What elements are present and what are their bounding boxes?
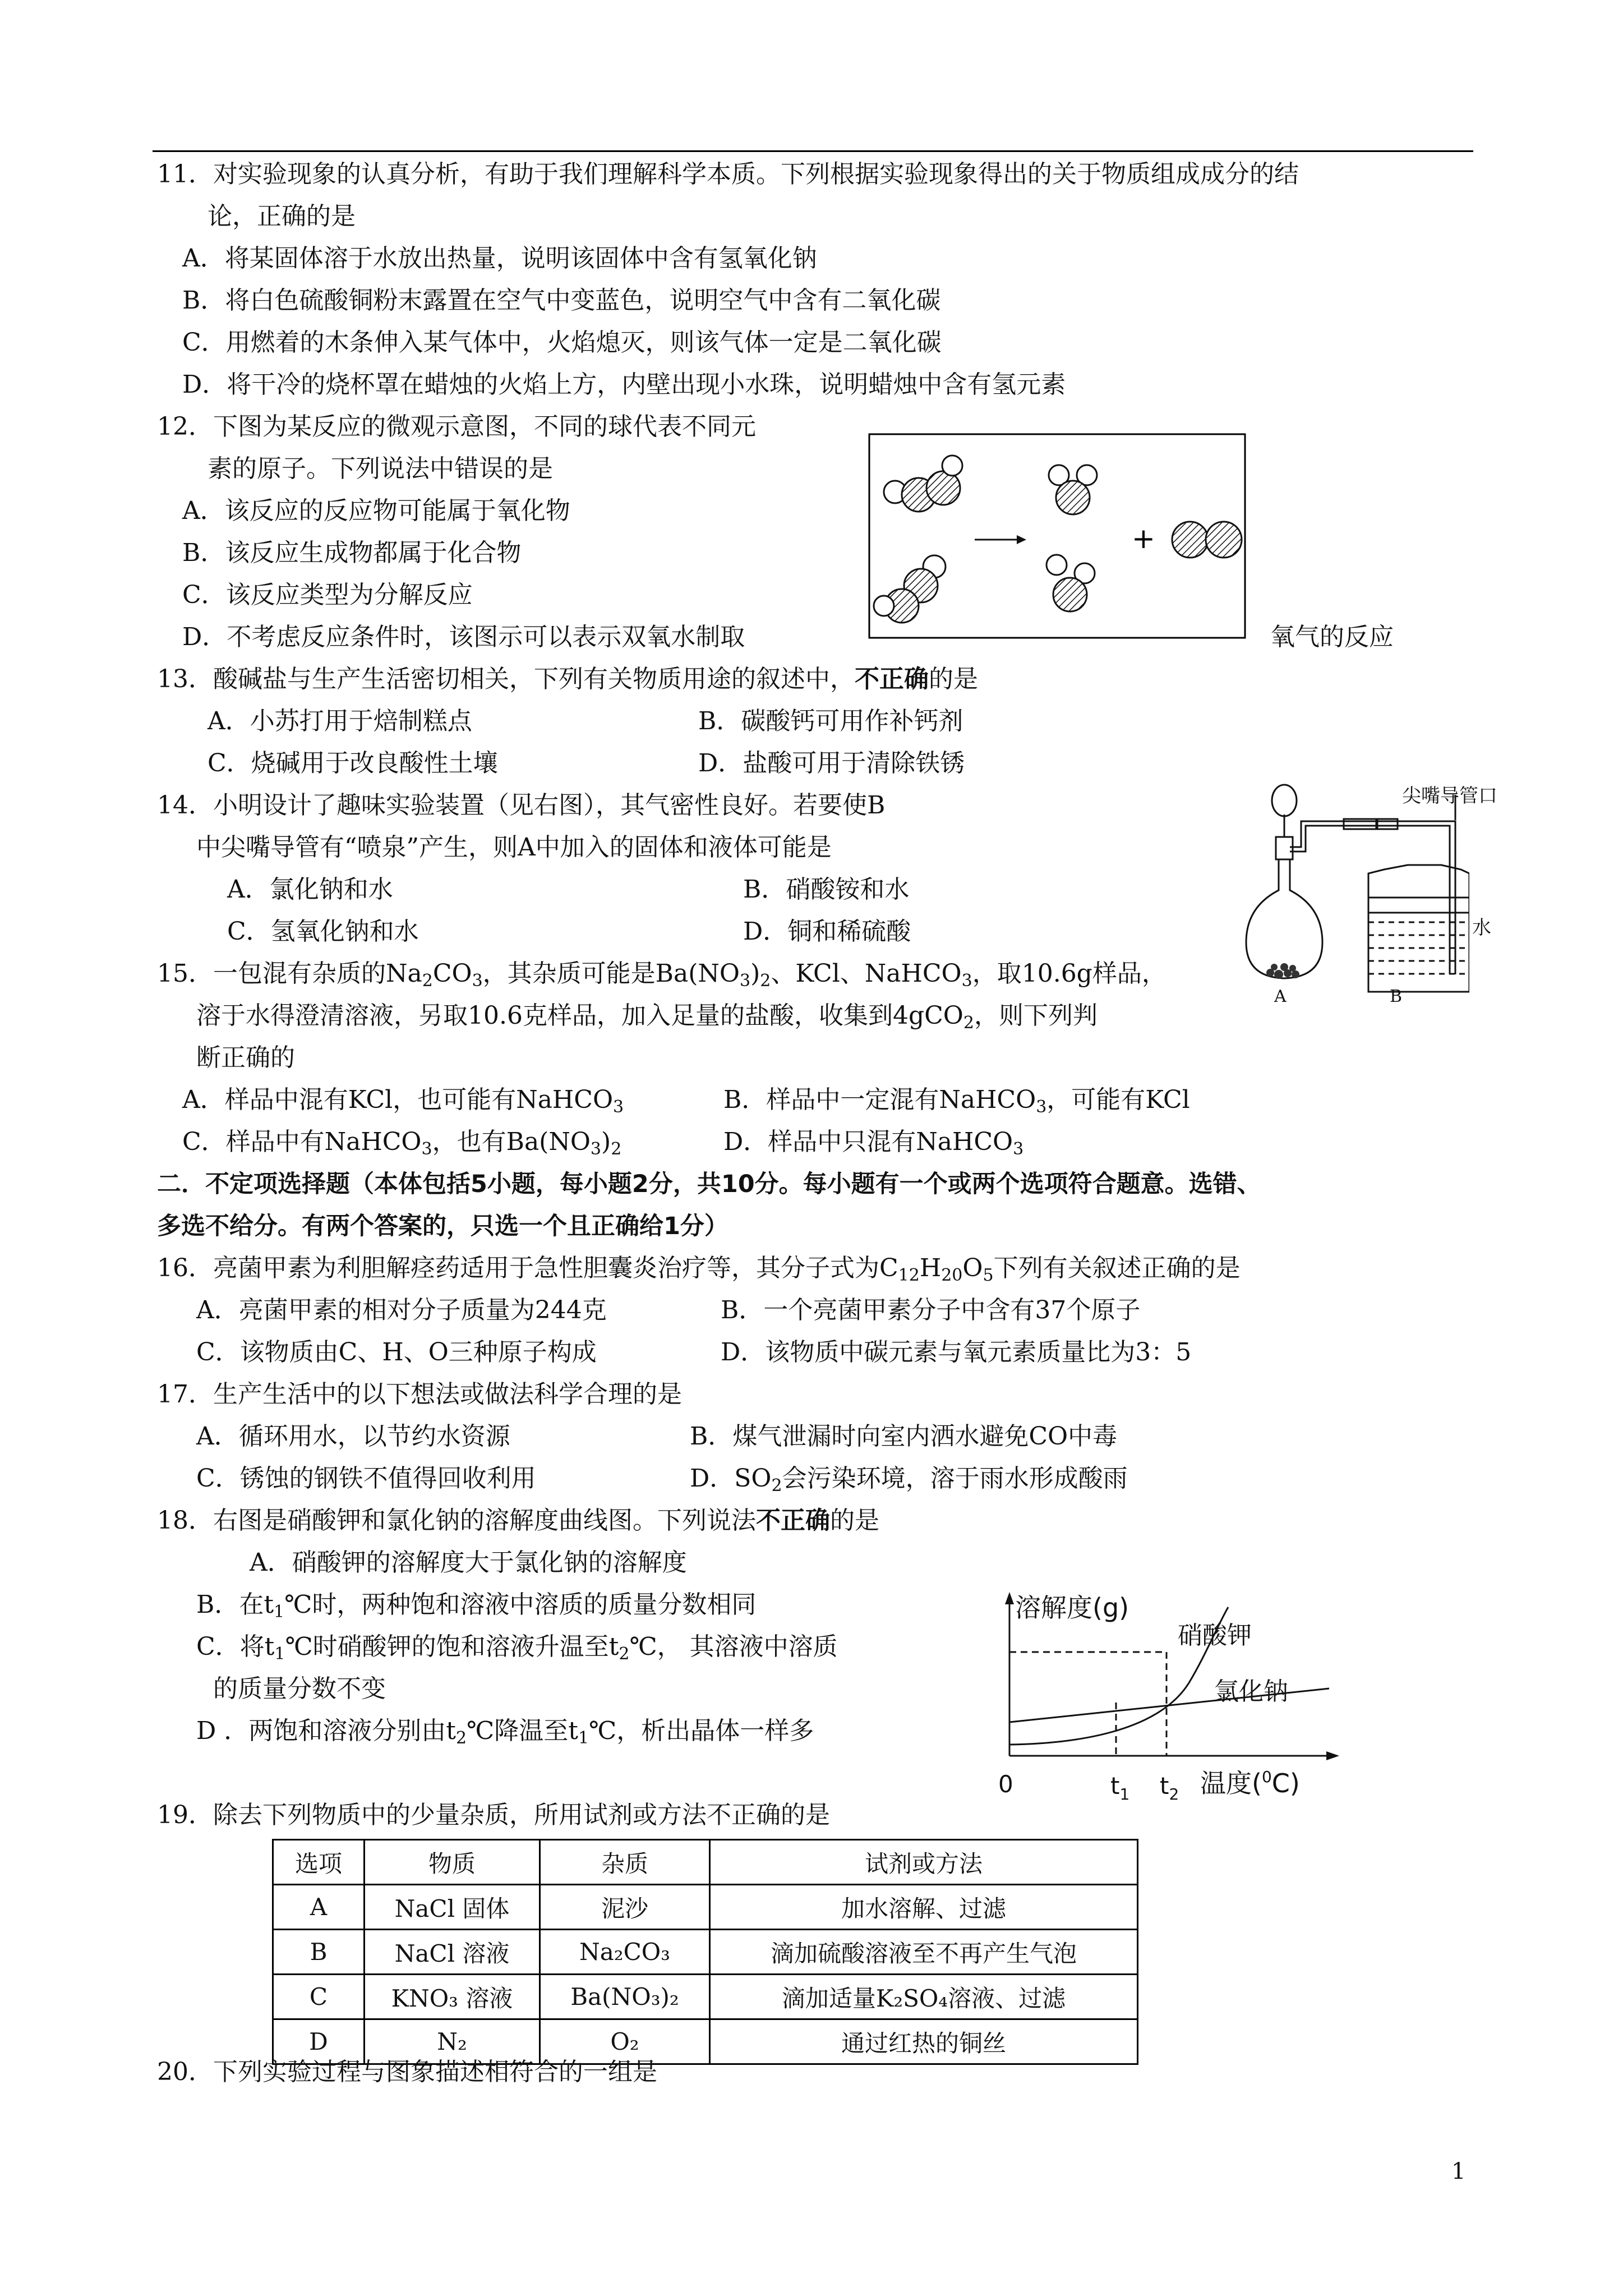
sub: 3: [472, 971, 483, 991]
q11-option-b: B．将白色硫酸铜粉末露置在空气中变蓝色，说明空气中含有二氧化碳: [182, 286, 941, 315]
q15-stem-cont2: 断正确的: [196, 1043, 295, 1072]
cell: 滴加适量K₂SO₄溶液、过滤: [710, 1975, 1138, 2019]
q13-stem-text: 13．酸碱盐与生产生活密切相关，下列有关物质用途的叙述中，: [157, 665, 855, 693]
sub: 3: [961, 971, 972, 991]
sub: 3: [421, 1139, 432, 1159]
sub: 3: [1036, 1097, 1047, 1117]
fig-label-nozzle: 尖嘴导管口: [1402, 785, 1497, 807]
cell: 加水溶解、过滤: [710, 1885, 1138, 1930]
fig-label-a: A: [1274, 987, 1287, 1006]
t: C．将t: [196, 1632, 275, 1661]
t: 18．右图是硝酸钾和氯化钠的溶解度曲线图。下列说法: [157, 1506, 756, 1535]
q19-table: [272, 1839, 1138, 2065]
header-cell: 杂质: [540, 1840, 710, 1885]
t: 下列有关叙述正确的是: [993, 1254, 1241, 1282]
q16-stem: [157, 1252, 1241, 1285]
q12-option-c: C．该反应类型为分解反应: [182, 581, 473, 609]
sub: 1: [274, 1602, 285, 1622]
q17-option-b: B．煤气泄漏时向室内洒水避免CO中毒: [690, 1422, 1118, 1451]
section-2-heading-cont: 多选不给分。有两个答案的，只选一个且正确给1分）: [157, 1212, 728, 1240]
sub: 1: [578, 1728, 589, 1748]
q16-option-c: C．该物质由C、H、O三种原子构成: [196, 1338, 597, 1366]
sub: 1: [1119, 1785, 1130, 1801]
q18-option-c-cont: 的质量分数不变: [213, 1674, 386, 1703]
cell: D: [273, 2019, 365, 2064]
q11-option-d: D．将干冷的烧杯罩在蜡烛的火焰上方，内壁出现小水珠，说明蜡烛中含有氢元素: [182, 370, 1066, 399]
t: B．样品中一定混有NaHCO: [723, 1085, 1036, 1114]
x-axis-label: [1200, 1768, 1300, 1798]
t: D．样品中只混有NaHCO: [723, 1128, 1013, 1156]
cell: NaCl 溶液: [365, 1930, 540, 1975]
t: H: [919, 1254, 942, 1282]
q11-option-c: C．用燃着的木条伸入某气体中，火焰熄灭，则该气体一定是二氧化碳: [182, 328, 942, 357]
t: 16．亮菌甲素为利胆解痉药适用于急性胆囊炎治疗等，其分子式为C: [157, 1254, 898, 1282]
t1-label: [1110, 1772, 1129, 1801]
t: O: [962, 1254, 983, 1282]
cell: Na₂CO₃: [540, 1930, 710, 1975]
sub: 3: [1013, 1139, 1024, 1159]
t: D ．两饱和溶液分别由t: [196, 1717, 456, 1745]
q11-option-a: A．将某固体溶于水放出热量，说明该固体中含有氢氧化钠: [182, 244, 817, 273]
section-2-heading: 二．不定项选择题（本体包括5小题，每小题2分，共10分。每小题有一个或两个选项符合题意。选错、: [157, 1170, 1261, 1198]
q13-option-c: C．烧碱用于改良酸性土壤: [208, 749, 498, 777]
q15-option-b: [723, 1084, 1190, 1116]
t: t: [1110, 1772, 1120, 1800]
t: C): [1271, 1768, 1300, 1798]
q12-option-b: B．该反应生成物都属于化合物: [182, 539, 522, 567]
cell: N₂: [365, 2019, 540, 2064]
q13-stem-end: 的是: [929, 665, 978, 693]
cell: KNO₃ 溶液: [365, 1975, 540, 2019]
q18-option-a: A．硝酸钾的溶解度大于氯化钠的溶解度: [250, 1548, 687, 1577]
sub: 2: [611, 1139, 622, 1159]
q14-stem: 14．小明设计了趣味实验装置（见右图），其气密性良好。若要使B: [157, 791, 886, 820]
q11-stem: 11．对实验现象的认真分析，有助于我们理解科学本质。下列根据实验现象得出的关于物质组成成分的结: [157, 160, 1299, 188]
t: B．在t: [196, 1590, 274, 1619]
cell: O₂: [540, 2019, 710, 2064]
sub: 2: [422, 971, 433, 991]
q17-stem: 17．生产生活中的以下想法或做法科学合理的是: [157, 1380, 682, 1409]
t: ，可能有KCl: [1046, 1085, 1190, 1114]
origin-label: 0: [998, 1770, 1013, 1798]
plus-sign: +: [1132, 522, 1155, 555]
q15-stem-cont: [196, 1000, 1098, 1032]
header-cell: 物质: [365, 1840, 540, 1885]
q12-reaction-diagram: [868, 433, 1247, 639]
q18-option-b: [196, 1589, 756, 1621]
cell: 泥沙: [540, 1885, 710, 1930]
q19-stem: 19．除去下列物质中的少量杂质，所用试剂或方法不正确的是: [157, 1801, 830, 1829]
q13-option-d: D．盐酸可用于清除铁锈: [698, 749, 965, 777]
t: ，其杂质可能是Ba(NO: [482, 959, 740, 988]
t: ，取10.6g样品，: [972, 959, 1166, 988]
t: 15．一包混有杂质的Na: [157, 959, 422, 988]
q14-option-c: C．氢氧化钠和水: [227, 917, 419, 946]
sub: 1: [274, 1644, 285, 1664]
t: D．SO: [690, 1464, 772, 1493]
t: ℃时硝酸钾的饱和溶液升温至t: [285, 1632, 619, 1661]
t: C．样品中有NaHCO: [182, 1128, 422, 1156]
q13-stem: [157, 663, 978, 696]
top-rule: [153, 150, 1473, 152]
sub: 3: [613, 1097, 624, 1117]
sub: 5: [983, 1266, 994, 1285]
header-cell: 试剂或方法: [710, 1840, 1138, 1885]
t: 会污染环境，溶于雨水形成酸雨: [782, 1464, 1128, 1493]
q14-option-a: A．氯化钠和水: [227, 875, 393, 904]
q12-stem: 12．下图为某反应的微观示意图，不同的球代表不同元: [157, 412, 756, 441]
table-row: [273, 1930, 1138, 1975]
cell: C: [273, 1975, 365, 2019]
y-axis-label: 溶解度(g): [1015, 1593, 1129, 1623]
sub: 2: [963, 1013, 974, 1033]
q12-stem-cont: 素的原子。下列说法中错误的是: [208, 454, 553, 483]
q17-option-c: C．锈蚀的钢铁不值得回收利用: [196, 1464, 536, 1493]
t: ℃， 其溶液中溶质: [629, 1632, 838, 1661]
q12-option-d-tail: 氧气的反应: [1270, 623, 1394, 651]
t: t: [1160, 1772, 1169, 1800]
q17-option-d: [690, 1462, 1128, 1495]
sub: 2: [771, 1476, 782, 1496]
t: ，则下列判: [974, 1001, 1098, 1030]
sub: 12: [898, 1266, 920, 1285]
fig-label-b: B: [1390, 987, 1403, 1006]
cell: B: [273, 1930, 365, 1975]
q20-stem: 20．下列实验过程与图象描述相符合的一组是: [157, 2058, 657, 2086]
cell: 滴加硫酸溶液至不再产生气泡: [710, 1930, 1138, 1975]
sub: 3: [590, 1139, 602, 1159]
q13-option-b: B．碳酸钙可用作补钙剂: [698, 707, 963, 735]
t2-label: [1160, 1772, 1179, 1801]
table-row: [273, 1885, 1138, 1930]
q13-stem-bold: 不正确: [855, 665, 929, 693]
t: ℃降温至t: [467, 1717, 578, 1745]
t: 溶于水得澄清溶液，另取10.6克样品，加入足量的盐酸，收集到4gCO: [196, 1001, 963, 1030]
q15-option-a: [182, 1084, 624, 1116]
sub: 20: [941, 1266, 963, 1285]
nacl-label: 氯化钠: [1214, 1677, 1288, 1706]
sub: 2: [760, 971, 771, 991]
q14-apparatus-figure: [1234, 781, 1469, 1000]
fig-label-water: 水: [1472, 917, 1491, 939]
q18-stem: [157, 1504, 879, 1537]
t: A．样品中混有KCl，也可能有NaHCO: [182, 1085, 614, 1114]
t: 温度(: [1200, 1768, 1262, 1798]
q15-stem: [157, 958, 1166, 990]
q18-stem-bold: 不正确: [756, 1506, 830, 1535]
sub: 2: [1169, 1785, 1179, 1801]
t: 、KCl、NaHCO: [771, 959, 962, 988]
t: CO: [432, 959, 472, 988]
q13-option-a: A．小苏打用于焙制糕点: [208, 707, 472, 735]
q16-option-d: D．该物质中碳元素与氧元素质量比为3：5: [721, 1338, 1192, 1366]
solubility-curve-figure: [976, 1588, 1340, 1801]
t: ℃时，两种饱和溶液中溶质的质量分数相同: [284, 1590, 757, 1619]
sup: 0: [1261, 1768, 1272, 1786]
table-row: [273, 1975, 1138, 2019]
q14-stem-cont: 中尖嘴导管有“喷泉”产生，则A中加入的固体和液体可能是: [196, 833, 832, 862]
q14-option-d: D．铜和稀硫酸: [743, 917, 911, 946]
q12-option-d: D．不考虑反应条件时，该图示可以表示双氧水制取: [182, 623, 745, 651]
sub: 2: [455, 1728, 467, 1748]
page-number: 1: [1451, 2159, 1466, 2184]
cell: 通过红热的铜丝: [710, 2019, 1138, 2064]
q18-option-c: [196, 1631, 838, 1663]
cell: NaCl 固体: [365, 1885, 540, 1930]
header-cell: 选项: [273, 1840, 365, 1885]
q16-option-b: B．一个亮菌甲素分子中含有37个原子: [721, 1296, 1141, 1324]
table-header-row: [273, 1840, 1138, 1885]
sub: 2: [619, 1644, 630, 1664]
t: ): [750, 959, 760, 988]
t: ，也有Ba(NO: [432, 1128, 591, 1156]
sub: 3: [739, 971, 751, 991]
t: 的是: [830, 1506, 879, 1535]
q16-option-a: A．亮菌甲素的相对分子质量为244克: [196, 1296, 607, 1324]
kno3-label: 硝酸钾: [1178, 1621, 1252, 1650]
q17-option-a: A．循环用水，以节约水资源: [196, 1422, 510, 1451]
cell: A: [273, 1885, 365, 1930]
q15-option-d: [723, 1126, 1023, 1158]
t: ℃，析出晶体一样多: [589, 1717, 814, 1745]
q15-option-c: [182, 1126, 621, 1158]
q14-option-b: B．硝酸铵和水: [743, 875, 910, 904]
cell: Ba(NO₃)₂: [540, 1975, 710, 2019]
q12-option-a: A．该反应的反应物可能属于氧化物: [182, 496, 570, 525]
q18-option-d: [196, 1715, 814, 1747]
q11-stem-cont: 论，正确的是: [208, 202, 356, 231]
t: ): [601, 1128, 611, 1156]
